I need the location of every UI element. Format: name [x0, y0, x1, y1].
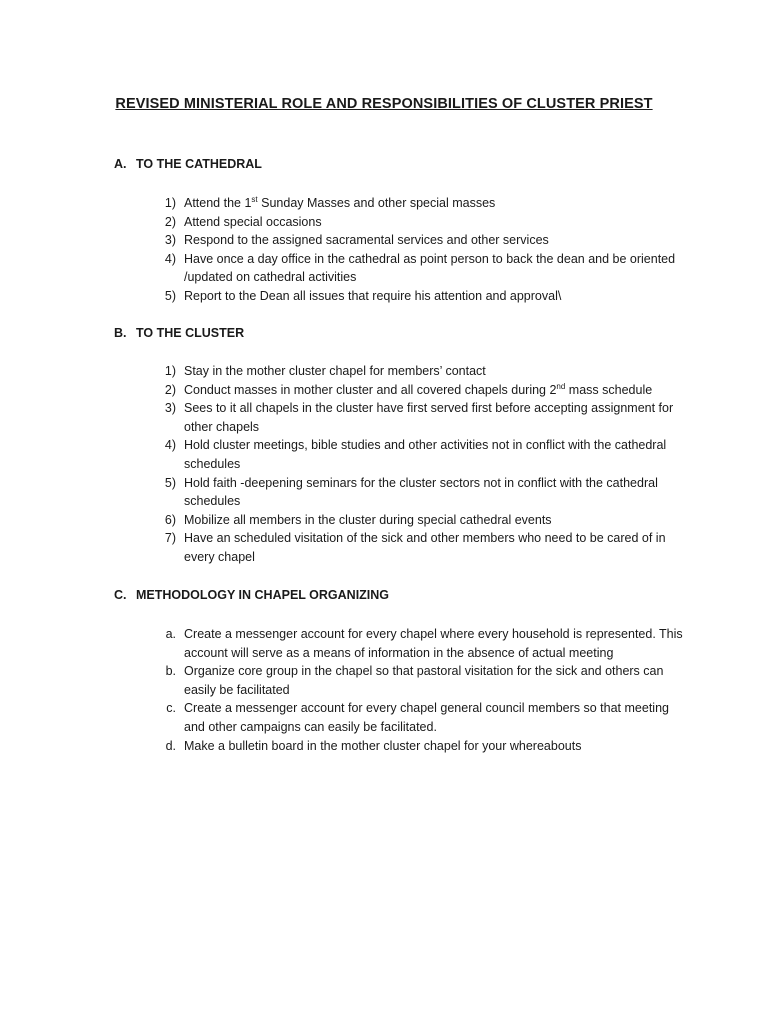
- section-title: TO THE CLUSTER: [136, 326, 245, 340]
- item-text: Conduct masses in mother cluster and all covered chapels during 2: [184, 382, 557, 397]
- list-item: [150, 662, 690, 699]
- list-marker: a.: [165, 627, 176, 641]
- list-item: [150, 362, 690, 381]
- item-text: Have an scheduled visitation of the sick and other members who need to be cared of in every chapel: [184, 531, 666, 564]
- list-marker: b.: [165, 664, 176, 679]
- list-item: [150, 436, 690, 473]
- item-text: Attend special occasions: [184, 214, 322, 229]
- item-text: Create a messenger account for every chapel general council members so that meeting and other campaigns can easily be facilitated.: [184, 701, 669, 734]
- list-item: [150, 399, 690, 436]
- list-marker: 4): [164, 251, 176, 266]
- section-letter: C.: [114, 588, 127, 602]
- section-c-heading: [114, 588, 389, 602]
- item-text: Mobilize all members in the cluster during special cathedral events: [184, 512, 552, 527]
- document-title: REVISED MINISTERIAL ROLE AND RESPONSIBILITIES OF CLUSTER PRIEST: [115, 96, 653, 112]
- list-marker: d.: [165, 738, 176, 753]
- list-marker: 3): [164, 401, 176, 416]
- list-item: [150, 511, 690, 530]
- list-item: [150, 474, 690, 511]
- list-marker: 4): [164, 438, 176, 453]
- list-marker: 1): [164, 364, 176, 378]
- list-item: [150, 213, 690, 232]
- list-marker: 2): [164, 214, 176, 229]
- item-text: Organize core group in the chapel so that pastoral visitation for the sick and others can easily be facilitated: [184, 664, 664, 697]
- section-c-list: [150, 625, 690, 755]
- list-marker: 5): [164, 475, 176, 490]
- list-item: [150, 381, 690, 400]
- item-text: Respond to the assigned sacramental services and other services: [184, 233, 549, 248]
- list-marker: c.: [166, 701, 176, 716]
- list-marker: 3): [164, 233, 176, 248]
- item-text: Sunday Masses and other special masses: [257, 196, 496, 210]
- superscript: nd: [556, 381, 566, 391]
- item-text: Hold faith -deepening seminars for the cluster sectors not in conflict with the cathedral schedules: [184, 475, 658, 509]
- section-a-heading: [114, 157, 262, 171]
- item-text: Have once a day office in the cathedral as point person to back the dean and be oriented /updated on cathedral activities: [184, 251, 676, 285]
- item-text: Sees to it all chapels in the cluster have first served first before accepting assignment for other chapels: [184, 401, 674, 434]
- list-item: [150, 529, 690, 566]
- list-marker: 2): [164, 382, 176, 397]
- list-item: [150, 737, 690, 756]
- list-item: [150, 231, 690, 250]
- list-marker: 5): [164, 288, 176, 303]
- superscript: st: [251, 194, 258, 204]
- item-text: Report to the Dean all issues that require his attention and approval\: [184, 288, 562, 303]
- item-text: Attend the 1: [184, 196, 252, 210]
- section-b-heading: [114, 326, 244, 340]
- list-marker: 6): [164, 512, 176, 527]
- item-text: Hold cluster meetings, bible studies and other activities not in conflict with the cathedral schedules: [184, 438, 667, 471]
- section-a-list: [150, 194, 690, 306]
- section-title: TO THE CATHEDRAL: [136, 157, 262, 171]
- list-marker: 7): [164, 531, 176, 546]
- item-text: mass schedule: [565, 382, 653, 397]
- item-text: Create a messenger account for every chapel where every household is represented. This account will serve as a means of information in the absence of actual meeting: [184, 627, 683, 660]
- list-item: [150, 194, 690, 213]
- section-letter: B.: [114, 326, 127, 340]
- section-letter: A.: [114, 157, 127, 171]
- item-text: Make a bulletin board in the mother cluster chapel for your whereabouts: [184, 738, 582, 753]
- list-item: [150, 250, 690, 287]
- item-text: Stay in the mother cluster chapel for members’ contact: [184, 364, 486, 378]
- list-marker: 1): [164, 196, 176, 210]
- list-item: [150, 625, 690, 662]
- section-b-list: [150, 362, 690, 567]
- list-item: [150, 699, 690, 736]
- list-item: [150, 287, 690, 306]
- section-title: METHODOLOGY IN CHAPEL ORGANIZING: [136, 588, 390, 602]
